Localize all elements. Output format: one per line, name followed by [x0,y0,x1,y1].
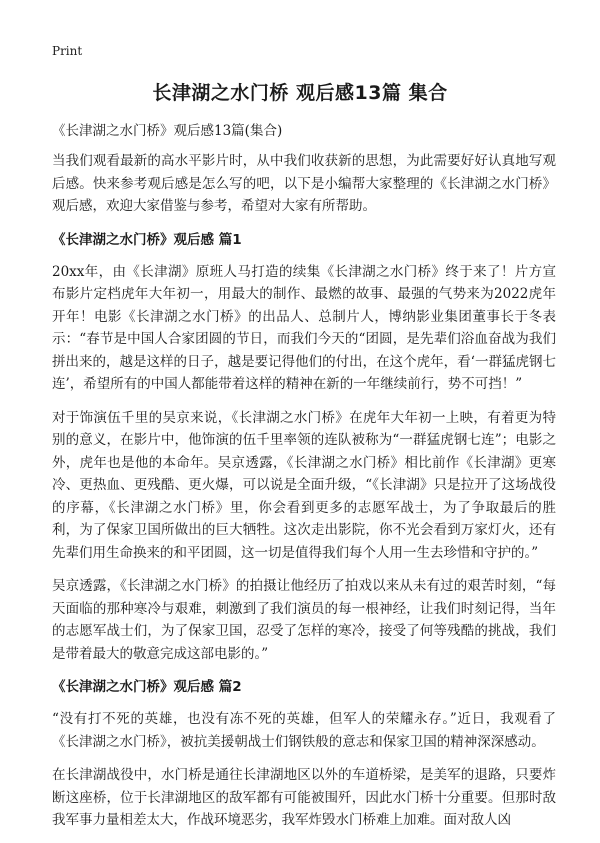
paragraph: 20xx年，由《长津湖》原班人马打造的续集《长津湖之水门桥》终于来了！片方宣布影片定档虎年大年初一，用最大的制作、最燃的故事、最强的气势来为2022虎年开年！电影《长津湖之水门桥》的出品人、总制片人，博纳影业集团董事长于冬表示：“春节是中国人合家团圆的节日，而我们今天的“团圆，是先辈们浴血奋战为我们拼出来的，越是这样的日子，越是要记得他们的付出，在这个虎年，看‘一群猛虎钢七连’，希望所有的中国人都能带着这样的精神在新的一年继续前行，势不可挡！” [52,263,556,392]
document-body [52,120,556,843]
section-heading: 《长津湖之水门桥》观后感 篇1 [52,231,242,248]
print-label[interactable]: Print [52,44,83,58]
paragraph: 对于饰演伍千里的吴京来说，《长津湖之水门桥》在虎年大年初一上映，有着更为特别的意义，在影片中，他饰演的伍千里率领的连队被称为“一群猛虎钢七连”；电影之外，虎年也是他的本命年。吴京透露，《长津湖之水门桥》相比前作《长津湖》更寒冷、更热血、更残酷、更火爆，可以说是全面升级，“《长津湖》只是拉开了这场战役的序幕，《长津湖之水门桥》里，你会看到更多的志愿军战士，为了争取最后的胜利，为了保家卫国所做出的巨大牺牲。这次走出影院，你不光会看到万家灯火，还有先辈们用生命换来的和平团圆，这一切是值得我们每个人用一生去珍惜和守护的。” [52,409,556,561]
intro-paragraph: 当我们观看最新的高水平影片时，从中我们收获新的思想，为此需要好好认真地写观后感。快来参考观后感是怎么写的吧，以下是小编帮大家整理的《长津湖之水门桥》观后感，欢迎大家借鉴与参考，希望对大家有所帮助。 [52,153,556,214]
page-title: 长津湖之水门桥 观后感13篇 集合 [152,82,448,104]
paragraph: 在长津湖战役中，水门桥是通往长津湖地区以外的车道桥梁，是美军的退路，只要炸断这座桥，位于长津湖地区的敌军都有可能被围歼，因此水门桥十分重要。但那时敌我军事力量相差太大，作战环境恶劣，我军炸毁水门桥难上加难。面对敌人凶 [52,767,556,828]
paragraph: “没有打不死的英雄，也没有冻不死的英雄，但军人的荣耀永存。”近日，我观看了《长津湖之水门桥》，被抗美援朝战士们钢铁般的意志和保家卫国的精神深深感动。 [52,711,556,750]
section-heading: 《长津湖之水门桥》观后感 篇2 [52,679,242,695]
document-subtitle: 《长津湖之水门桥》观后感13篇(集合) [52,123,283,139]
paragraph: 吴京透露，《长津湖之水门桥》的拍摄让他经历了拍戏以来从未有过的艰苦时刻，“每天面临的那种寒冷与艰难，刺激到了我们演员的每一根神经，让我们时刻记得，当年的志愿军战士们，为了保家卫国，忍受了怎样的寒冷，接受了何等残酷的挑战，我们是带着最大的敬意完成这部电影的。” [52,578,556,662]
